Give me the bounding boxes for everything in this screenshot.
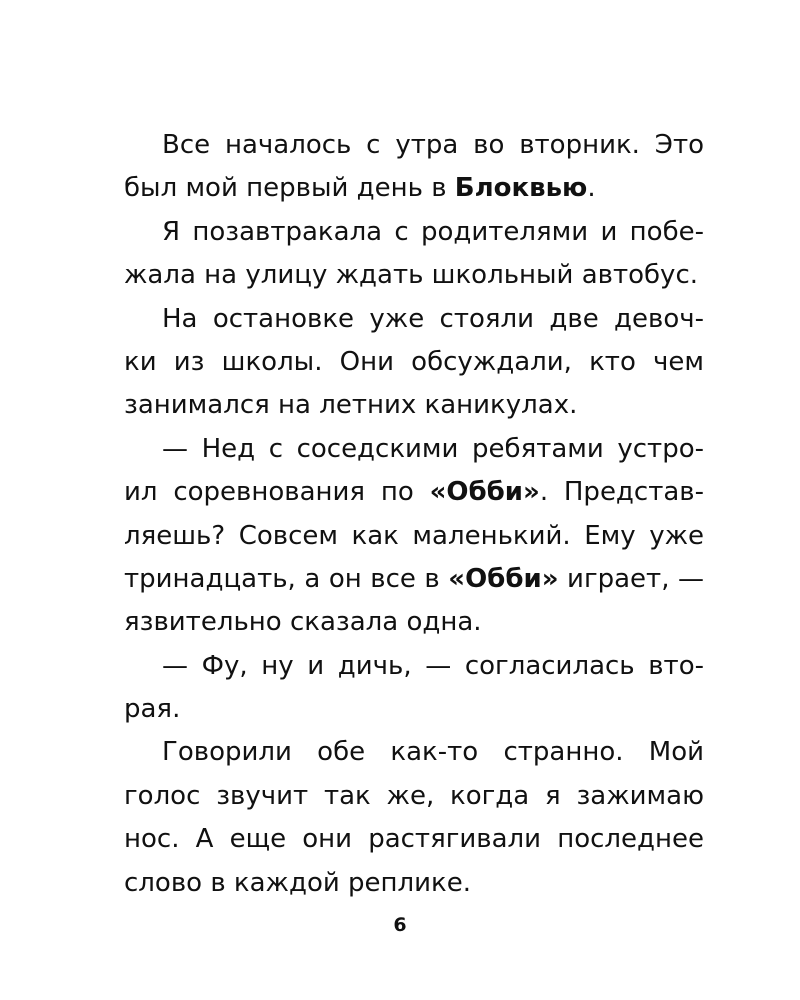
text-run: ки из школы. Они обсуждали, кто чем bbox=[124, 346, 704, 377]
paragraph-6-line-1 bbox=[124, 731, 704, 774]
paragraph-2-line-1 bbox=[124, 211, 704, 254]
paragraph-5-line-2 bbox=[124, 688, 704, 731]
paragraph-3-line-3 bbox=[124, 384, 704, 427]
text-run: ляешь? Совсем как маленький. Ему уже bbox=[124, 520, 704, 551]
paragraph-4-line-1 bbox=[124, 428, 704, 471]
bold-term: «Обби» bbox=[448, 563, 559, 594]
paragraph-6-line-3 bbox=[124, 818, 704, 861]
paragraph-5-line-1 bbox=[124, 645, 704, 688]
text-run: был мой первый день в bbox=[124, 173, 455, 204]
text-run: занимался на летних каникулах. bbox=[124, 390, 578, 421]
text-run: тринадцать, а он все в bbox=[124, 563, 449, 594]
text-run: играет, — bbox=[558, 563, 704, 594]
paragraph-6-line-4 bbox=[124, 862, 704, 905]
page-number: 6 bbox=[393, 914, 407, 936]
text-run: голос звучит так же, когда я зажимаю bbox=[124, 780, 704, 811]
text-run: язвительно сказала одна. bbox=[124, 607, 482, 638]
paragraph-1-line-1 bbox=[124, 124, 704, 167]
text-run: нос. А еще они растягивали последнее bbox=[124, 824, 704, 855]
text-run: ил соревнования по bbox=[124, 477, 430, 508]
text-run: На остановке уже стояли две девоч- bbox=[162, 303, 704, 334]
paragraph-2-line-2 bbox=[124, 254, 704, 297]
text-run: . Представ- bbox=[539, 477, 704, 508]
text-run: Все началось с утра во вторник. Это bbox=[162, 130, 704, 160]
paragraph-6-line-2 bbox=[124, 775, 704, 818]
paragraph-4-line-3 bbox=[124, 515, 704, 558]
paragraph-4-line-5 bbox=[124, 601, 704, 644]
paragraph-4-line-4 bbox=[124, 558, 704, 601]
text-run: Я позавтракала с родителями и побе- bbox=[162, 216, 704, 247]
text-run: слово в каждой реплике. bbox=[124, 867, 471, 898]
text-run: . bbox=[587, 173, 596, 204]
text-run: — Нед с соседскими ребятами устро- bbox=[162, 433, 704, 464]
bold-term: «Обби» bbox=[429, 477, 540, 508]
text-run: Говорили обе как-то странно. Мой bbox=[162, 737, 704, 768]
text-run: жала на улицу ждать школьный автобус. bbox=[124, 260, 699, 291]
paragraph-4-line-2 bbox=[124, 471, 704, 514]
text-run: рая. bbox=[124, 694, 181, 725]
paragraph-1-line-2 bbox=[124, 167, 704, 210]
paragraph-3-line-1 bbox=[124, 298, 704, 341]
bold-term: Блоквью bbox=[454, 173, 588, 204]
paragraph-3-line-2 bbox=[124, 341, 704, 384]
text-run: — Фу, ну и дичь, — согласилась вто- bbox=[162, 650, 704, 681]
body-text bbox=[124, 124, 704, 905]
